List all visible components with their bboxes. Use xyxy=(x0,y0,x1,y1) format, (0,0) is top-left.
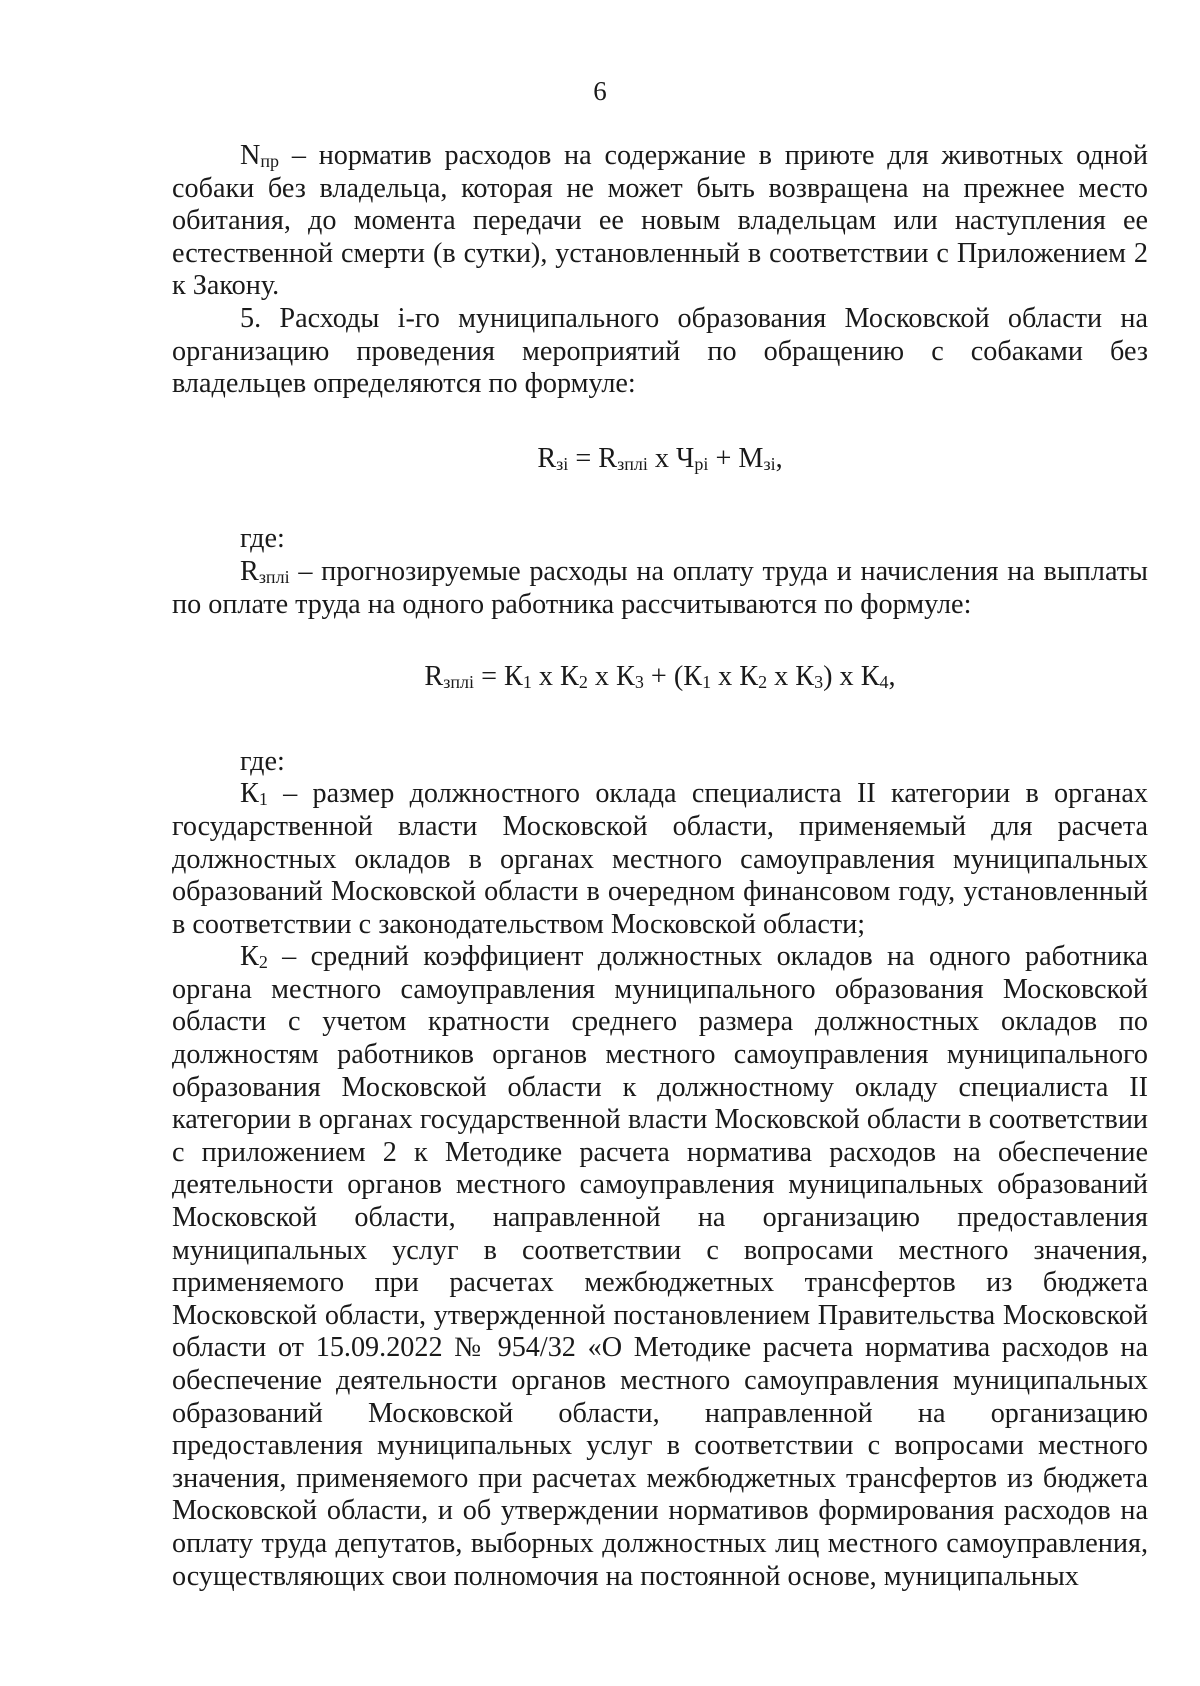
paragraph-item-5 xyxy=(172,303,1148,401)
symbol-n: N xyxy=(240,140,261,171)
formula-token: К xyxy=(860,661,880,693)
paragraph-rzpl-def-text: – прогнозируемые расходы на оплату труда и начисления на выплаты по оплате труда на одного работника рассчитываются по формуле: xyxy=(172,555,1148,620)
formula-token: + ( xyxy=(643,661,684,693)
formula-token: х xyxy=(587,661,617,693)
formula-token: ) х xyxy=(823,661,861,693)
formula-token: х xyxy=(531,661,561,693)
formula-token: х xyxy=(767,661,796,693)
formula-token: R xyxy=(537,442,557,474)
formula-token: = xyxy=(568,442,599,474)
formula-token: К xyxy=(504,661,523,693)
page-number: 6 xyxy=(593,76,607,106)
formula-token: R xyxy=(424,661,444,693)
formula-token: , xyxy=(775,442,783,474)
formula-token: К xyxy=(739,661,759,693)
symbol-n-subscript: пр xyxy=(260,151,280,172)
paragraph-k2-def-text: – средний коэффициент должностных окладов на одного работника органа местного самоуправления муниципального образования Московской области с учетом кратности среднего размера должностных окладов по должностям работников органов местного самоуправления муниципального образования Московской области к должностному окладу специалиста II категории в органах государственной власти Московской области в соответствии с приложением 2 к Методике расчета норматива расходов на обеспечение деятельности органов местного самоуправления муниципальных образований Московской области, направленной на организацию предоставления муниципальных услуг в соответствии с вопросами местного значения, применяемого при расчетах межбюджетных трансфертов из бюджета Московской области, утвержденной постановлением Правительства Московской области от 15.09.2022 № 954/32 «О Методике расчета норматива расходов на обеспечение деятельности органов местного самоуправления муниципальных образований Московской области, направленной на организацию предоставления муниципальных услуг в соответствии с вопросами местного значения, применяемого при расчетах межбюджетных трансфертов из бюджета Московской области, и об утверждении нормативов формирования расходов на оплату труда депутатов, выборных должностных лиц местного самоуправления, осуществляющих свои полномочия на постоянной основе, муниципальных xyxy=(172,941,1148,1592)
paragraph-k2-def xyxy=(172,941,1148,1593)
formula-token: Ч xyxy=(676,442,695,474)
formula-token: х xyxy=(647,442,677,474)
symbol-k2: К xyxy=(240,941,259,973)
paragraph-n-pr xyxy=(172,140,1148,303)
formula-subscript: зплi xyxy=(443,672,475,693)
formula-subscript: зi xyxy=(556,453,569,474)
where-label: где: xyxy=(240,523,285,555)
symbol-k2-subscript: 2 xyxy=(258,952,268,973)
paragraph-rzpl-def xyxy=(172,556,1148,621)
symbol-r: R xyxy=(240,555,259,587)
paragraph-item-5-text: 5. Расходы i-го муниципального образования Московской области на организацию проведения мероприятий по обращению с собаками без владельцев определяются по формуле: xyxy=(172,302,1148,400)
symbol-k1: К xyxy=(240,778,259,810)
document-body xyxy=(172,140,1148,1593)
paragraph-k1-def xyxy=(172,778,1148,941)
paragraph-n-pr-text: – норматив расходов на содержание в приюте для животных одной собаки без владельца, которая не может быть возвращена на прежнее место обитания, до момента передачи ее новым владельцам или наступления ее естественной смерти (в сутки), установленный в соответствии с Приложением 2 к Закону. xyxy=(172,140,1148,302)
formula-token: К xyxy=(683,661,703,693)
formula-token: , xyxy=(888,661,896,693)
formula-token: М xyxy=(738,442,764,474)
formula-subscript: 2 xyxy=(758,672,768,693)
where-label: где: xyxy=(240,745,285,777)
formula-rzi xyxy=(172,443,1148,476)
formula-token: К xyxy=(795,661,815,693)
formula-subscript: рi xyxy=(694,453,709,474)
formula-subscript: 1 xyxy=(702,672,712,693)
formula-rzpl xyxy=(172,661,1148,694)
formula-subscript: 4 xyxy=(879,672,889,693)
formula-subscript: 3 xyxy=(814,672,824,693)
formula-subscript: зплi xyxy=(617,453,648,474)
formula-subscript: 2 xyxy=(578,672,588,693)
formula-token: К xyxy=(560,661,579,693)
paragraph-k1-def-text: – размер должностного оклада специалиста II категории в органах государственной власти Московской области, применяемый для расчета должностных окладов в органах местного самоуправления муниципальных образований Московской области в очередном финансовом году, установленный в соответствии с законодательством Московской области; xyxy=(172,778,1148,940)
formula-token: R xyxy=(598,442,618,474)
formula-token: + xyxy=(708,442,739,474)
formula-subscript: зi xyxy=(763,453,776,474)
symbol-k1-subscript: 1 xyxy=(258,789,268,810)
formula-token: = xyxy=(474,661,505,693)
formula-subscript: 3 xyxy=(634,672,644,693)
formula-subscript: 1 xyxy=(522,672,532,693)
symbol-r-subscript: зплi xyxy=(258,567,290,588)
formula-token: К xyxy=(616,661,635,693)
formula-token: х xyxy=(711,661,740,693)
